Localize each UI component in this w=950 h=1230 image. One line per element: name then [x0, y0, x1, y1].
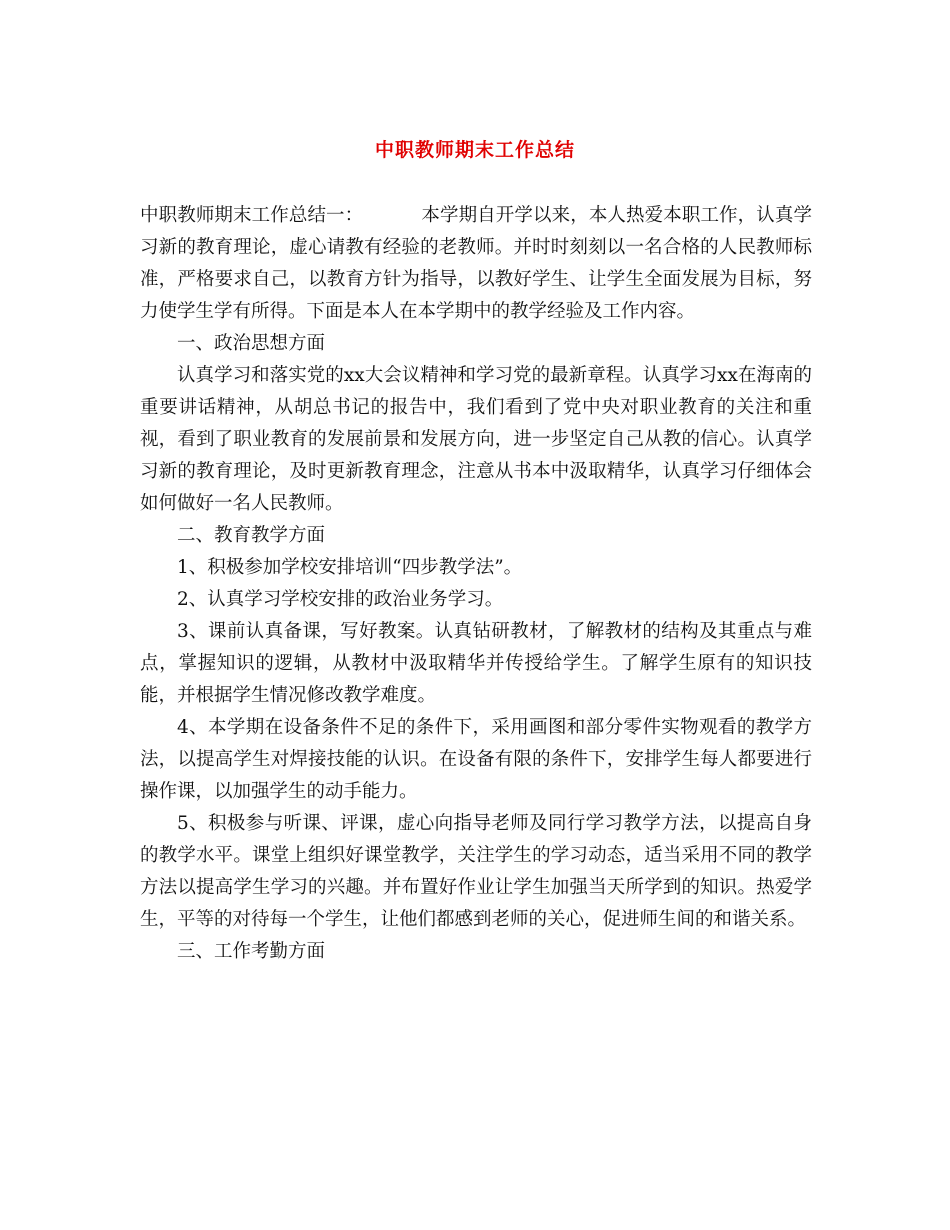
- section-2-item-5: 5、积极参与听课、评课，虚心向指导老师及同行学习教学方法，以提高自身的教学水平。课堂上组织好课堂教学，关注学生的学习动态，适当采用不同的教学方法以提高学生学习的兴趣。并布置好作业让学生加强当天所学到的知识。热爱学生，平等的对待每一个学生，让他们都感到老师的关心，促进师生间的和谐关系。: [140, 813, 812, 930]
- intro-label: 中职教师期末工作总结一：: [140, 205, 364, 226]
- document-title: 中职教师期末工作总结: [374, 139, 575, 161]
- section-2-item-3: 3、课前认真备课，写好教案。认真钻研教材，了解教材的结构及其重点与难点，掌握知识的逻辑，从教材中汲取精华并传授给学生。了解学生原有的知识技能，并根据学生情况修改教学难度。: [140, 621, 812, 706]
- section-2-item-4: 4、本学期在设备条件不足的条件下，采用画图和部分零件实物观看的教学方法，以提高学生对焊接技能的认识。在设备有限的条件下，安排学生每人都要进行操作课，以加强学生的动手能力。: [140, 717, 812, 802]
- intro-text: 本学期自开学以来，本人热爱本职工作，认真学习新的教育理论，虚心请教有经验的老教师。并时时刻刻以一名合格的人民教师标准，严格要求自己，以教育方针为指导，以教好学生、让学生全面发展为目标，努力使学生学有所得。下面是本人在本学期中的教学经验及工作内容。: [140, 205, 812, 322]
- section-2-item-2: 2、认真学习学校安排的政治业务学习。: [177, 589, 504, 610]
- section-heading-2: 二、教育教学方面: [177, 525, 326, 546]
- intro-paragraph: [140, 200, 812, 328]
- document-body: [140, 200, 812, 968]
- section-2-item-1: 1、积极参加学校安排培训“四步教学法”。: [177, 557, 523, 578]
- section-heading-3: 三、工作考勤方面: [177, 941, 326, 962]
- section-heading-1: 一、政治思想方面: [177, 333, 326, 354]
- section-1-paragraph-1: 认真学习和落实党的xx大会议精神和学习党的最新章程。认真学习xx在海南的重要讲话精神，从胡总书记的报告中，我们看到了党中央对职业教育的关注和重视，看到了职业教育的发展前景和发展方向，进一步坚定自己从教的信心。认真学习新的教育理论，及时更新教育理念，注意从书本中汲取精华，认真学习仔细体会如何做好一名人民教师。: [140, 365, 812, 514]
